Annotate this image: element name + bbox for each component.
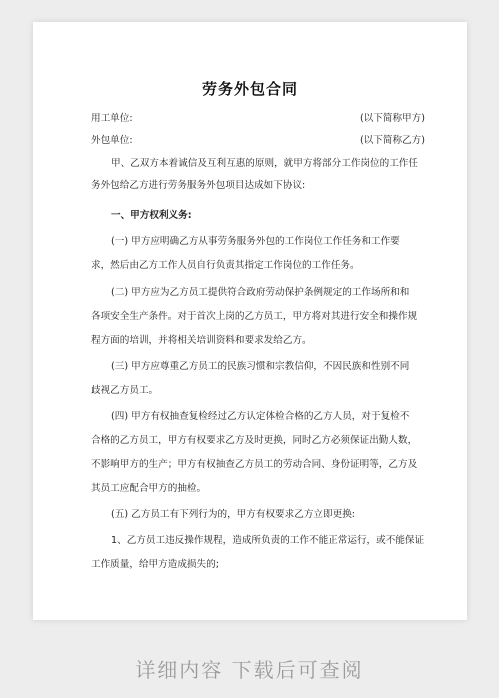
clause-4-line-2: 合格的乙方员工，甲方有权要求乙方及时更换，同时乙方必须保证出勤人数， bbox=[91, 435, 418, 446]
employer-label: 用工单位: bbox=[91, 113, 133, 124]
clause-1-line-1: (一) 甲方应明确乙方从事劳务服务外包的工作岗位工作任务和工作要 bbox=[111, 236, 400, 247]
contractor-note: (以下简称乙方) bbox=[359, 135, 425, 146]
clause-3-line-2: 歧视乙方员工。 bbox=[91, 385, 159, 396]
clause-4-line-3: 不影响甲方的生产；甲方有权抽查乙方员工的劳动合同、身份证明等，乙方及 bbox=[91, 459, 418, 470]
document-page bbox=[33, 22, 467, 620]
contractor-label: 外包单位: bbox=[91, 135, 133, 146]
download-footer[interactable]: 详细内容 下载后可查阅 bbox=[135, 658, 364, 682]
clause-2-line-1: (二) 甲方应为乙方员工提供符合政府劳动保护条例规定的工作场所和和 bbox=[111, 287, 410, 298]
employer-note: (以下简称甲方) bbox=[359, 113, 425, 124]
intro-line-1: 甲、乙双方本着诚信及互利互惠的原则，就甲方将部分工作岗位的工作任 bbox=[111, 158, 418, 169]
clause-2-line-3: 程方面的培训，并将相关培训资料和要求发给乙方。 bbox=[91, 335, 312, 346]
document-title: 劳务外包合同 bbox=[201, 80, 298, 98]
clause-2-line-2: 各项安全生产条件。对于首次上岗的乙方员工，甲方将对其进行安全和操作规 bbox=[91, 311, 418, 322]
item-1-line-2: 工作质量，给甲方造成损失的; bbox=[91, 559, 219, 570]
section-heading: 一、甲方权利义务: bbox=[111, 210, 192, 221]
clause-1-line-2: 求，然后由乙方工作人员自行负责其指定工作岗位的工作任务。 bbox=[91, 260, 360, 271]
clause-3-line-1: (三) 甲方应尊重乙方员工的民族习惯和宗教信仰，不因民族和性别不同 bbox=[111, 361, 410, 372]
clause-4-line-1: (四) 甲方有权抽查复检经过乙方认定体检合格的乙方人员，对于复检不 bbox=[111, 411, 410, 422]
clause-5: (五) 乙方员工有下列行为的，甲方有权要求乙方立即更换: bbox=[111, 509, 356, 520]
intro-line-2: 务外包给乙方进行劳务服务外包项目达成如下协议: bbox=[91, 180, 306, 191]
item-1-line-1: 1、乙方员工违反操作规程，造成所负责的工作不能正常运行，或不能保证 bbox=[111, 535, 425, 546]
clause-4-line-4: 其员工应配合甲方的抽检。 bbox=[91, 483, 207, 494]
